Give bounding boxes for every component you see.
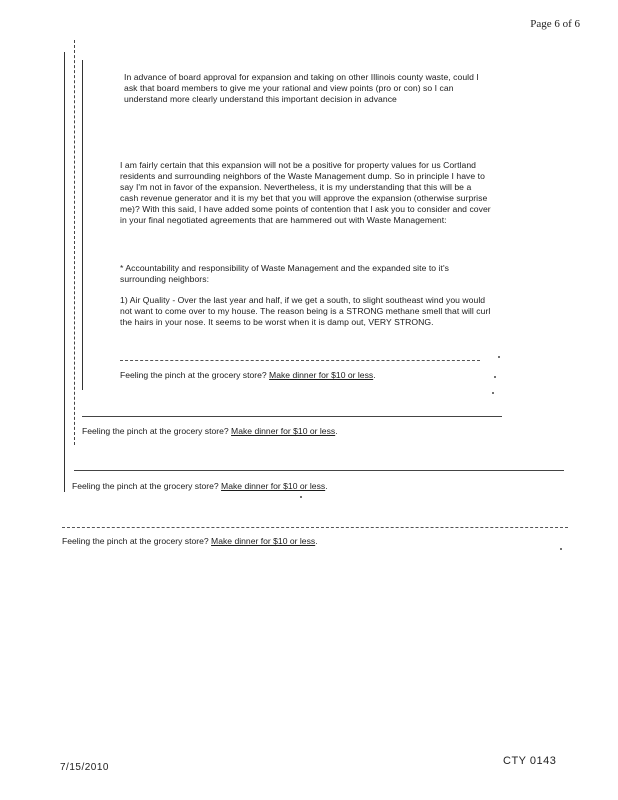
email-paragraph-2 (120, 160, 492, 226)
dinner-link[interactable]: Make dinner for $10 or less (231, 426, 336, 436)
quote-bar-second (74, 40, 75, 445)
email-paragraph-1 (124, 72, 494, 105)
scan-speck (492, 392, 494, 394)
paragraph-text: * Accountability and responsibility of Waste Management and the expanded site to it's surrounding neighbors: (120, 263, 449, 284)
dinner-link[interactable]: Make dinner for $10 or less (221, 481, 326, 491)
signature-line (62, 536, 318, 546)
signature-suffix: . (335, 426, 338, 436)
signature-suffix: . (315, 536, 318, 546)
signature-suffix: . (325, 481, 328, 491)
dinner-link[interactable]: Make dinner for $10 or less (269, 370, 374, 380)
scan-speck (498, 356, 500, 358)
signature-prefix: Feeling the pinch at the grocery store? (62, 536, 212, 546)
quote-bar-outer (64, 52, 65, 492)
signature-separator (62, 527, 568, 528)
scan-speck (560, 548, 562, 550)
signature-prefix: Feeling the pinch at the grocery store? (120, 370, 270, 380)
signature-prefix: Feeling the pinch at the grocery store? (72, 481, 222, 491)
signature-separator (82, 416, 502, 417)
email-paragraph-3 (120, 263, 492, 285)
bates-number: CTY 0143 (503, 755, 557, 767)
quote-bar-third (82, 60, 83, 390)
signature-suffix: . (373, 370, 376, 380)
paragraph-text: I am fairly certain that this expansion will not be a positive for property values for us Cortland residents and surrounding neighbors of the Waste Management dump. So in principle I have to say I'm not in favor of the expansion. Nevertheless, it is my understanding that this will be a cash revenue generator and it is my bet that you will approve the expansion (otherwise surprise me)? With this said, I have added some points of contention that I ask you to consider and cover in your final negotiated agreements that are hammered out with Waste Management: (120, 160, 491, 225)
scan-speck (494, 376, 496, 378)
paragraph-text: In advance of board approval for expansion and taking on other Illinois county waste, could I ask that board members to give me your rational and view points (pro or con) so I can understand more clearly understand this important decision in advance (124, 72, 479, 104)
dinner-link[interactable]: Make dinner for $10 or less (211, 536, 316, 546)
signature-line (72, 481, 328, 491)
signature-separator (74, 470, 564, 471)
signature-prefix: Feeling the pinch at the grocery store? (82, 426, 232, 436)
signature-line (82, 426, 338, 436)
signature-separator (120, 360, 480, 361)
footer-date: 7/15/2010 (60, 762, 109, 773)
paragraph-text: 1) Air Quality - Over the last year and half, if we get a south, to slight southeast wind you would not want to come over to my house. The reason being is a STRONG methane smell that will curl the hairs in your nose. It seems to be worst when it is damp out, VERY STRONG. (120, 295, 491, 327)
signature-line (120, 370, 376, 380)
email-paragraph-4 (120, 295, 492, 328)
scan-speck (300, 496, 302, 498)
page-number: Page 6 of 6 (530, 18, 580, 30)
